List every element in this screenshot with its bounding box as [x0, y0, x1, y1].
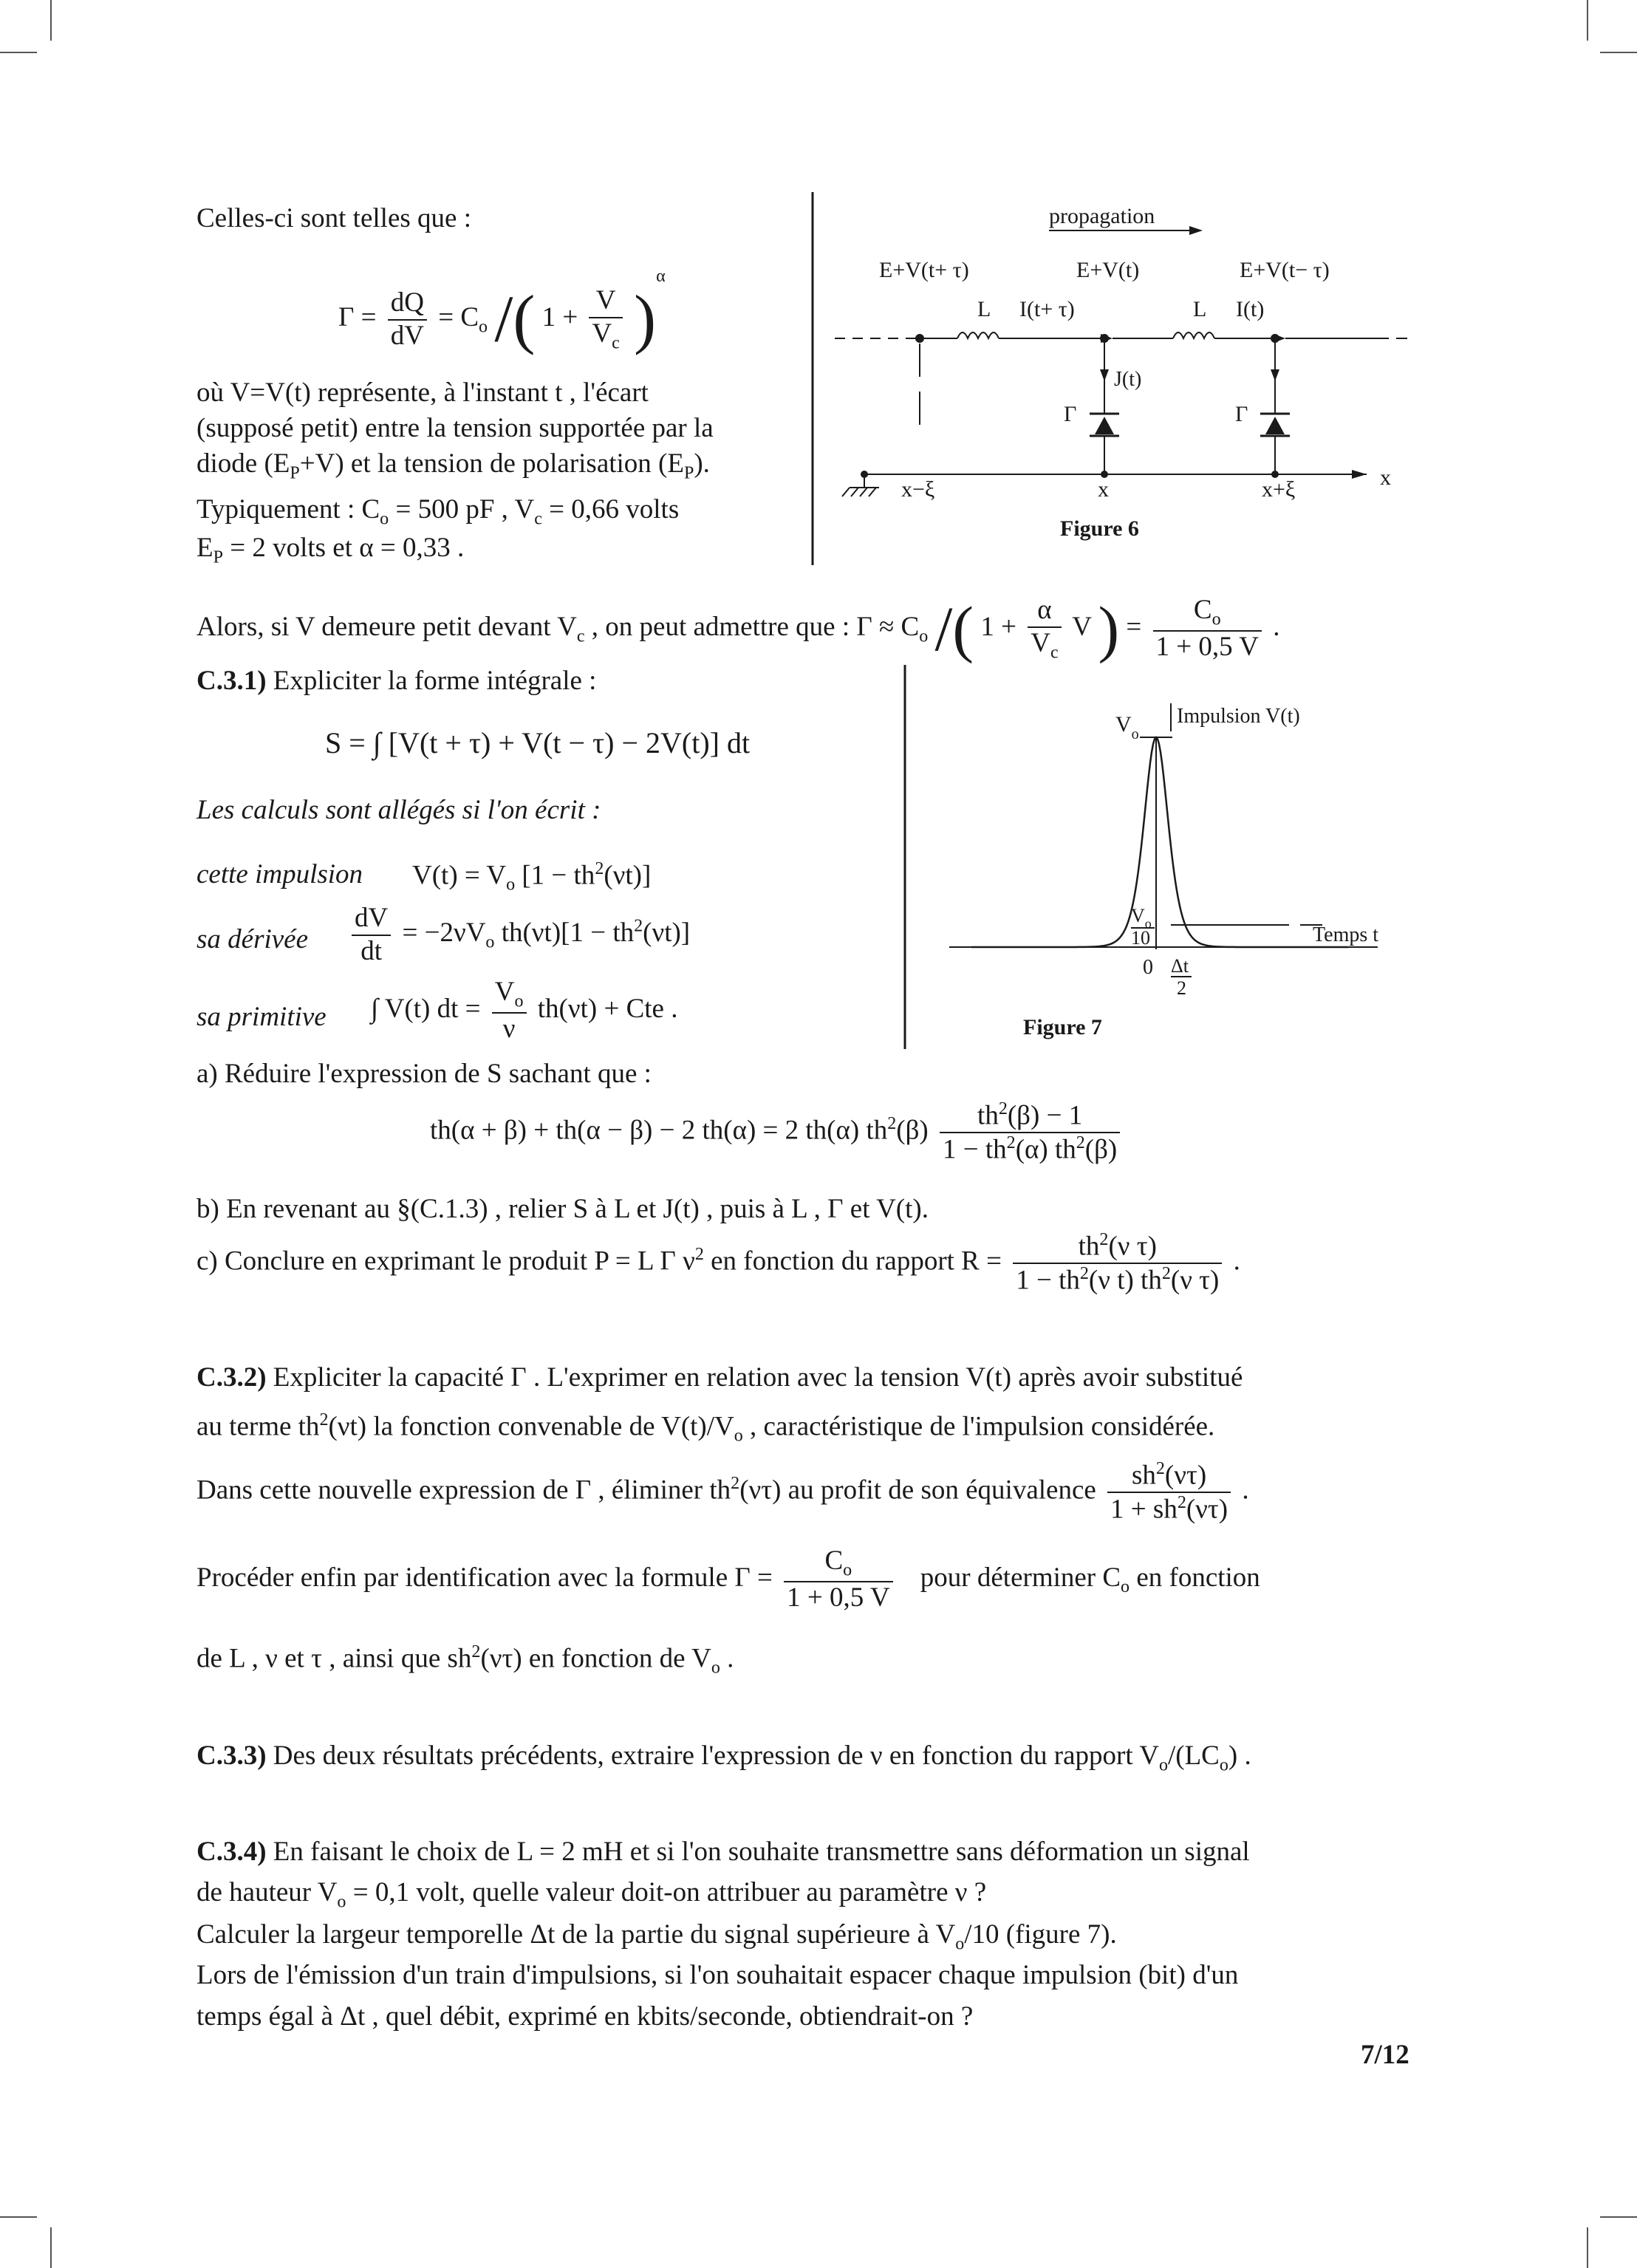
intro-paragraph-line: (supposé petit) entre la tension supportée par la: [196, 413, 714, 443]
peak-label: $V_o$: [1115, 712, 1139, 742]
section-c32-line: Procéder enfin par identification avec la formule Γ = $\frac{C_o}{1 + 0,5 V}$ pour déterminer $C_o$ en fonction: [196, 1545, 1260, 1613]
diode-icon: [1095, 417, 1114, 434]
section-c32-line: au terme $th^2(\nu t)$ la fonction convenable de $V(t)/V_o$ , caractéristique de l'impulsion considérée.: [196, 1410, 1215, 1446]
section-c34-line: Calculer la largeur temporelle Δt de la partie du signal supérieure à $V_o/10$ (figure 7).: [196, 1919, 1117, 1954]
position-left: x−ξ: [901, 477, 935, 502]
th-identity: th(α + β) + th(α − β) − 2 th(α) = 2 th(α) $th^2(\beta)$ $\frac{th^2(\beta) - 1}{1 - th^2(\alpha) th^2(\beta)}$: [430, 1099, 1124, 1166]
hint-text: Les calculs sont allégés si l'on écrit :: [196, 795, 601, 825]
arrowhead-icon: [1189, 226, 1203, 235]
intro-line: Celles-ci sont telles que :: [196, 203, 471, 233]
inductor-label: L: [977, 297, 991, 321]
question-c: c) Conclure en exprimant le produit P = L Γ $\nu^2$ en fonction du rapport R = $\frac{th^2(\nu \tau)}{1 - th^2(\nu t) th^2(\nu \tau)}$ .: [196, 1230, 1240, 1296]
gamma-label: Γ: [1235, 402, 1248, 426]
question-a: a) Réduire l'expression de S sachant que :: [196, 1059, 652, 1089]
gamma-label: Γ: [1064, 402, 1077, 426]
crop-mark: [50, 2227, 52, 2268]
section-c34-line: C.3.4) En faisant le choix de L = 2 mH et si l'on souhaite transmettre sans déformation un signal: [196, 1837, 1250, 1867]
crop-mark: [0, 52, 37, 53]
page-number: 7/12: [1361, 2040, 1409, 2070]
impulse-label: Impulsion V(t): [1177, 705, 1300, 728]
position-right: x+ξ: [1262, 477, 1296, 502]
question-b: b) En revenant au §(C.1.3) , relier S à L et J(t) , puis à L , Γ et V(t).: [196, 1194, 929, 1224]
node: [915, 334, 924, 343]
current-j: J(t): [1114, 368, 1142, 391]
approximation-line: Alors, si V demeure petit devant $V_c$ , on peut admettre que : $\Gamma \approx C_o$ /( 1 + $\frac{\alpha}{V_c}$ V ) = $\frac{C_o}{1 + 0,5 V}$ .: [196, 593, 1280, 664]
figure-7: [905, 657, 1407, 1056]
delta-t-label: Δt: [1171, 955, 1189, 977]
propagation-label: propagation: [1049, 204, 1155, 228]
section-c32-line: Dans cette nouvelle expression de Γ , éliminer $th^2(\nu\tau)$ au profit de son équivalence $\frac{sh^2(\nu\tau)}{1 + sh^2(\nu\tau)}$ .: [196, 1459, 1249, 1525]
section-c34-line: Lors de l'émission d'un train d'impulsions, si l'on souhaitait espacer chaque impulsion (bit) d'un: [196, 1960, 1239, 1990]
arrowhead-icon: [1100, 369, 1109, 381]
origin-label: 0: [1143, 956, 1153, 979]
current-right: I(t): [1236, 297, 1265, 321]
inductor-icon: [957, 332, 999, 338]
crop-mark: [1600, 52, 1637, 53]
voltage-left: E+V(t+ τ): [879, 258, 969, 282]
ep-values: $E_P = 2$ volts et α = 0,33 .: [196, 533, 465, 567]
crop-mark: [50, 0, 52, 41]
impulse-label: cette impulsion: [196, 859, 363, 889]
current-left: I(t+ τ): [1019, 297, 1075, 321]
section-c32-line: C.3.2) Expliciter la capacité Γ . L'exprimer en relation avec la tension V(t) après avoir substitué: [196, 1362, 1243, 1393]
derivative-label: sa dérivée: [196, 924, 309, 954]
derivative-formula: $\frac{dV}{dt}$ = $-2\nu V_o$ $th(\nu t)[1 - th^2(\nu t)]$: [347, 903, 690, 967]
ground-icon: [842, 488, 850, 496]
ground-icon: [860, 488, 867, 496]
ground-icon: [869, 488, 876, 496]
figure-caption: Figure 7: [1023, 1015, 1102, 1039]
delta-t-den: 2: [1177, 977, 1186, 999]
crop-mark: [1587, 0, 1588, 41]
x-axis-label: x: [1380, 465, 1391, 490]
arrowhead-icon: [1352, 470, 1367, 479]
voltage-mid: E+V(t): [1076, 258, 1140, 282]
typical-values: Typiquement : $C_o = 500$ pF , $V_c = 0,66$ volts: [196, 494, 680, 529]
voltage-right: E+V(t− τ): [1240, 258, 1330, 282]
section-c34-line: temps égal à Δt , quel débit, exprimé en kbits/seconde, obtiendrait-on ?: [196, 2001, 974, 2032]
gamma-definition: Γ = $\frac{dQ}{dV}$ = $C_o$ /( 1 + $\frac{V}{V_c}$ )$^\alpha$: [338, 267, 666, 356]
section-c32-line: de L , ν et τ , ainsi que $sh^2(\nu\tau)$ en fonction de $V_o$ .: [196, 1642, 734, 1678]
section-c34-line: de hauteur $V_o = 0,1$ volt, quelle valeur doit-on attribuer au paramètre ν ?: [196, 1877, 987, 1912]
crop-mark: [1587, 2227, 1588, 2268]
inductor-label: L: [1193, 297, 1207, 321]
section-c33: C.3.3) Des deux résultats précédents, extraire l'expression de ν en fonction du rapport $V_o/(LC_o)$ .: [196, 1741, 1251, 1775]
ground-icon: [851, 488, 858, 496]
intro-paragraph-line: diode $(E_P+V)$ et la tension de polarisation $(E_P)$.: [196, 448, 710, 483]
position-mid: x: [1098, 477, 1109, 502]
figure-6: [805, 192, 1573, 547]
level-label-den: 10: [1131, 927, 1150, 949]
section-c31-heading: C.3.1) Expliciter la forme intégrale :: [196, 666, 597, 696]
impulse-formula: $V(t) = V_o$ $[1 - th^2(\nu t)]$: [412, 859, 652, 895]
level-label: $V_o$: [1131, 905, 1152, 931]
crop-mark: [0, 2216, 37, 2218]
arrowhead-icon: [1271, 369, 1279, 381]
impulse-curve: [971, 737, 1348, 947]
primitive-label: sa primitive: [196, 1002, 327, 1032]
time-axis-label: Temps t: [1313, 923, 1379, 946]
primitive-formula: ∫ V(t) dt = $\frac{V_o}{\nu}$ th(νt) + Cte .: [371, 977, 678, 1045]
intro-paragraph-line: où V=V(t) représente, à l'instant t , l'écart: [196, 378, 649, 408]
integral-s: S = ∫ [V(t + τ) + V(t − τ) − 2V(t)] dt: [325, 726, 751, 759]
figure-caption: Figure 6: [1060, 516, 1139, 541]
diode-icon: [1265, 417, 1285, 434]
inductor-icon: [1173, 332, 1214, 338]
crop-mark: [1600, 2216, 1637, 2218]
